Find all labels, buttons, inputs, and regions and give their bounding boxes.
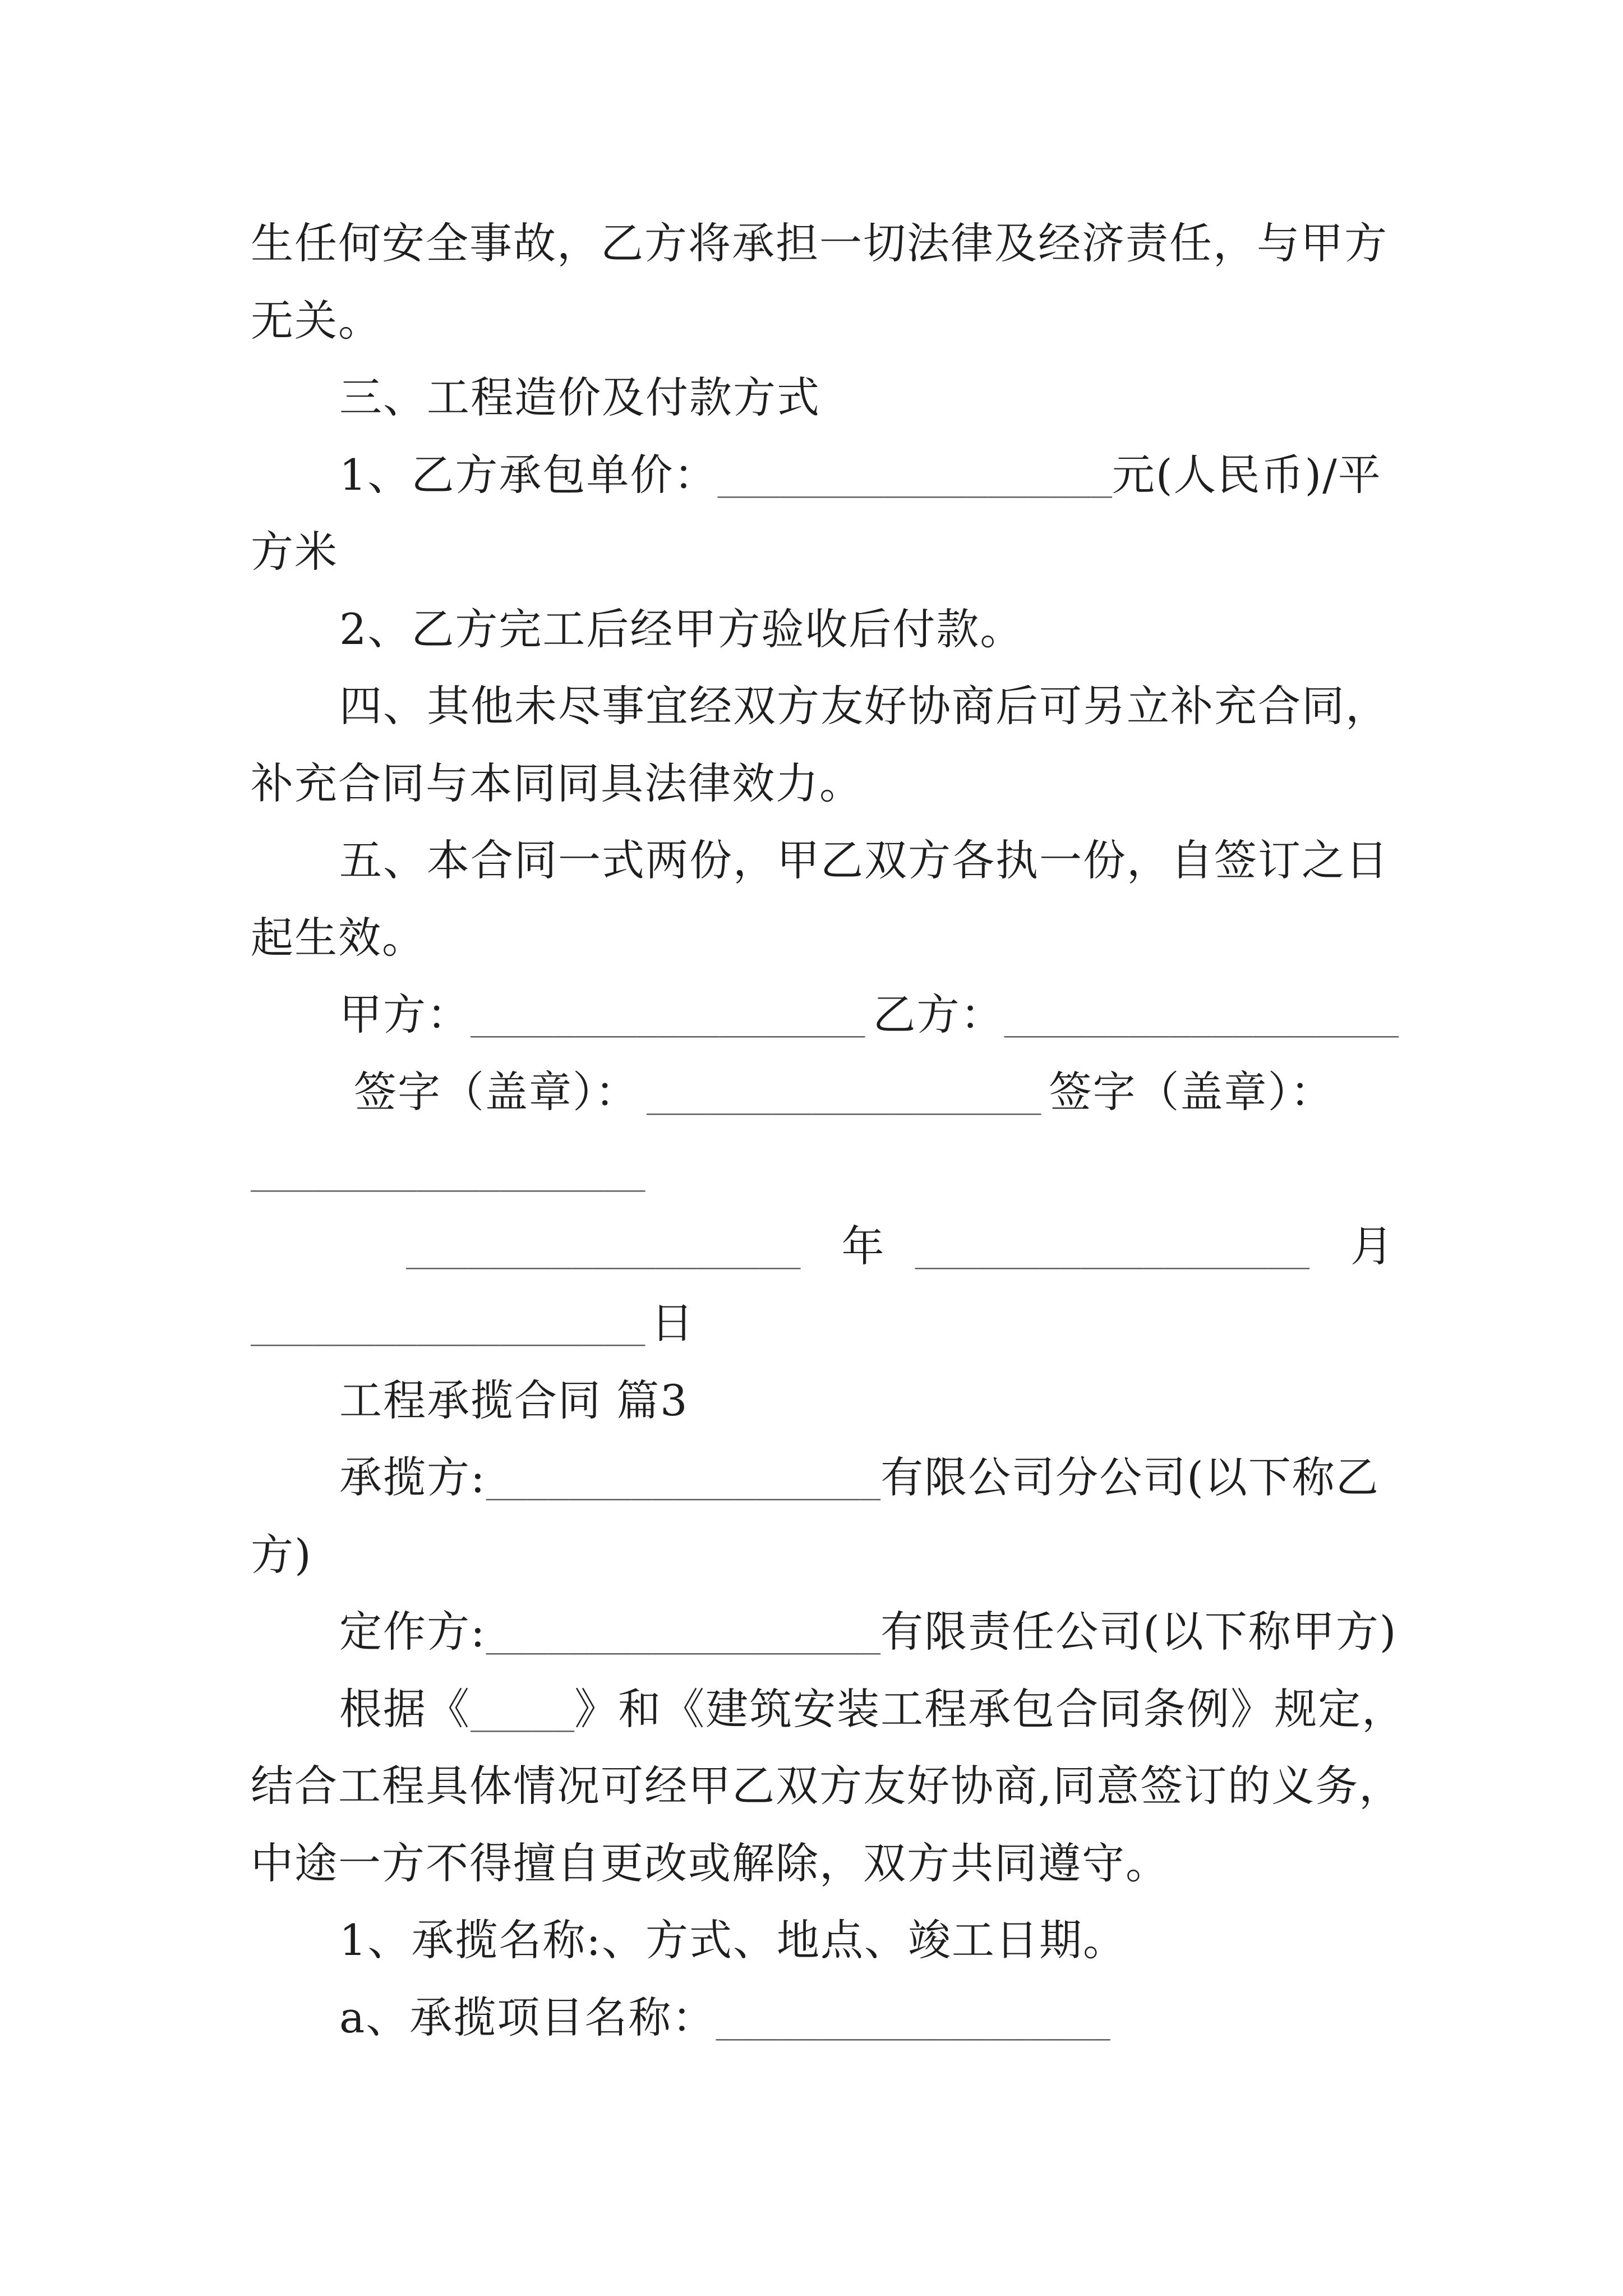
payment-terms-line: 2、乙方完工后经甲方验收后付款。 bbox=[339, 604, 1024, 654]
contract-title: 工程承揽合同 篇3 bbox=[339, 1375, 689, 1425]
month-label: 月 bbox=[1350, 1221, 1394, 1271]
item-1-line: 1、承揽名称:、方式、地点、竣工日期。 bbox=[339, 1915, 1127, 1965]
unit-price-suffix: 元(人民币)/平 bbox=[1112, 449, 1382, 500]
client-label: 定作方: bbox=[339, 1607, 486, 1657]
legal-basis-prefix: 根据《 bbox=[339, 1683, 471, 1734]
contractor-suffix-wrap: 方) bbox=[251, 1529, 312, 1580]
legal-basis-blank: _____ bbox=[471, 1691, 575, 1732]
item-a-blank: ___________________ bbox=[716, 2000, 1110, 2041]
contractor-blank: ___________________ bbox=[486, 1460, 881, 1501]
legal-basis-line: 中途一方不得擅自更改或解除，双方共同遵守。 bbox=[251, 1838, 1169, 1888]
signature-b-blank: ___________________ bbox=[251, 1152, 645, 1192]
date-line bbox=[251, 1208, 1428, 1285]
document-body bbox=[251, 205, 1428, 2056]
signature-b-label: 签字（盖章）： bbox=[1049, 1066, 1334, 1117]
party-a-label: 甲方： bbox=[339, 990, 471, 1039]
day-line bbox=[251, 1285, 1428, 1362]
contractor-line bbox=[251, 1439, 1428, 1516]
legal-basis-line: 结合工程具体情况可经甲乙双方友好协商,同意签订的义务， bbox=[251, 1761, 1403, 1811]
unit-price-suffix-wrap: 方米 bbox=[251, 527, 338, 577]
day-blank: ___________________ bbox=[251, 1306, 645, 1346]
section-heading-price-payment: 三、工程造价及付款方式 bbox=[339, 372, 820, 422]
contractor-suffix: 有限公司分公司(以下称乙 bbox=[880, 1452, 1380, 1502]
parties-line bbox=[251, 976, 1428, 1053]
signature-b-blank-line bbox=[251, 1130, 1428, 1208]
clause-continuation-line: 生任何安全事故，乙方将承担一切法律及经济责任，与甲方 bbox=[251, 218, 1388, 268]
item-a-label: a、承揽项目名称： bbox=[339, 1992, 716, 2042]
client-line bbox=[251, 1593, 1428, 1671]
legal-basis-suffix: 》和《建筑安装工程承包合同条例》规定， bbox=[574, 1683, 1406, 1734]
year-label: 年 bbox=[841, 1221, 886, 1271]
contractor-label: 承揽方: bbox=[339, 1452, 486, 1502]
party-b-blank: ___________________ bbox=[1004, 997, 1399, 1038]
day-label: 日 bbox=[651, 1298, 695, 1348]
clause-4-line: 补充合同与本同同具法律效力。 bbox=[251, 758, 863, 808]
year-blank: ___________________ bbox=[406, 1228, 801, 1269]
clause-4-line: 四、其他未尽事宜经双方友好协商后可另立补充合同， bbox=[339, 681, 1389, 731]
clause-5-line: 起生效。 bbox=[251, 912, 426, 963]
item-a-line bbox=[251, 1979, 1428, 2056]
signature-a-blank: ___________________ bbox=[647, 1074, 1041, 1115]
unit-price-blank: ___________________ bbox=[717, 457, 1112, 498]
signature-line bbox=[251, 1053, 1428, 1131]
client-blank: ___________________ bbox=[486, 1614, 881, 1655]
unit-price-line bbox=[251, 436, 1428, 514]
client-suffix: 有限责任公司(以下称甲方) bbox=[880, 1607, 1398, 1657]
month-blank: ___________________ bbox=[915, 1228, 1310, 1269]
legal-basis-line bbox=[251, 1671, 1428, 1748]
clause-5-line: 五、本合同一式两份，甲乙双方各执一份，自签订之日 bbox=[339, 835, 1389, 885]
clause-continuation-line: 无关。 bbox=[251, 295, 382, 346]
party-a-blank: ___________________ bbox=[471, 997, 865, 1038]
party-b-label: 乙方： bbox=[873, 990, 1004, 1039]
signature-a-label: 签字（盖章）： bbox=[354, 1066, 639, 1117]
unit-price-label: 1、乙方承包单价： bbox=[339, 449, 718, 500]
